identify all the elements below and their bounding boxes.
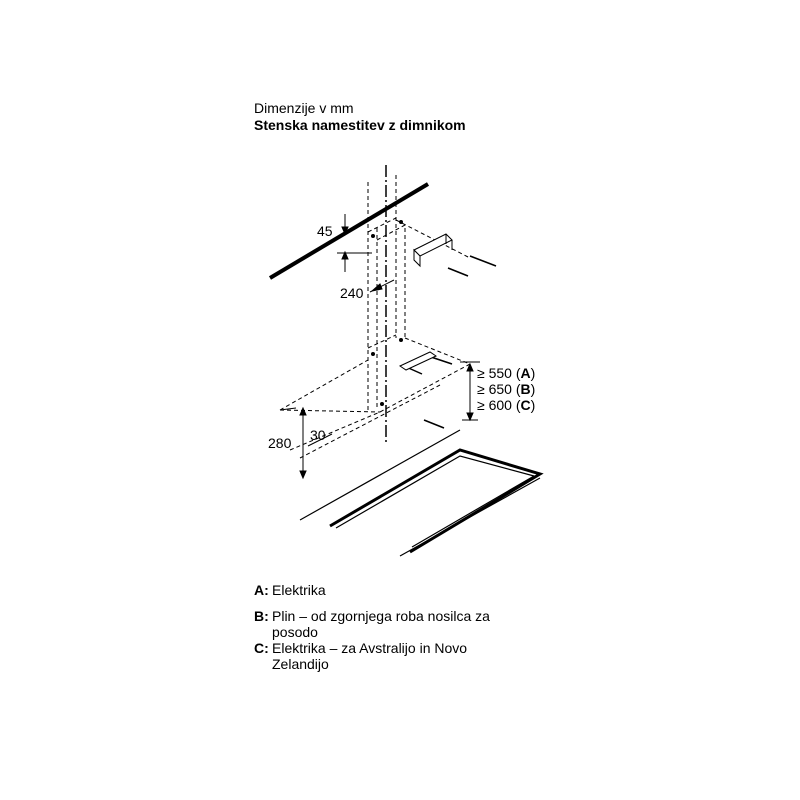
dim-30-label: 30 <box>310 427 326 443</box>
legend-key: C: <box>254 640 269 656</box>
units-subtitle: Dimenzije v mm <box>254 100 354 116</box>
legend-key: A: <box>254 582 269 598</box>
dim-240-label: 240 <box>340 285 364 301</box>
ceiling-line <box>270 184 428 278</box>
dim-height-a: ≥ 550 (A) <box>477 365 536 381</box>
lower-bracket <box>400 352 436 370</box>
legend-item-a <box>254 582 554 598</box>
dim-240-lines <box>370 280 394 292</box>
legend-text: Elektrika – za Avstralijo in Novo Zelandijo <box>272 640 468 672</box>
legend-key: B: <box>254 608 269 624</box>
legend-text: Elektrika <box>272 582 326 598</box>
wall-anchors <box>371 220 403 406</box>
legend-text: Plin – od zgornjega roba nosilca za posodo <box>272 608 490 640</box>
upper-bracket <box>414 234 452 266</box>
dim-height-c: ≥ 600 (C) <box>477 397 536 413</box>
legend <box>254 582 554 682</box>
legend-item-c <box>254 640 554 672</box>
legend-item-b <box>254 608 554 640</box>
dim-height-b: ≥ 650 (B) <box>477 381 536 397</box>
page-title: Stenska namestitev z dimnikom <box>254 117 466 133</box>
cooktop <box>300 430 540 556</box>
dim-280-label: 280 <box>268 435 292 451</box>
dim-45-label: 45 <box>317 223 333 239</box>
